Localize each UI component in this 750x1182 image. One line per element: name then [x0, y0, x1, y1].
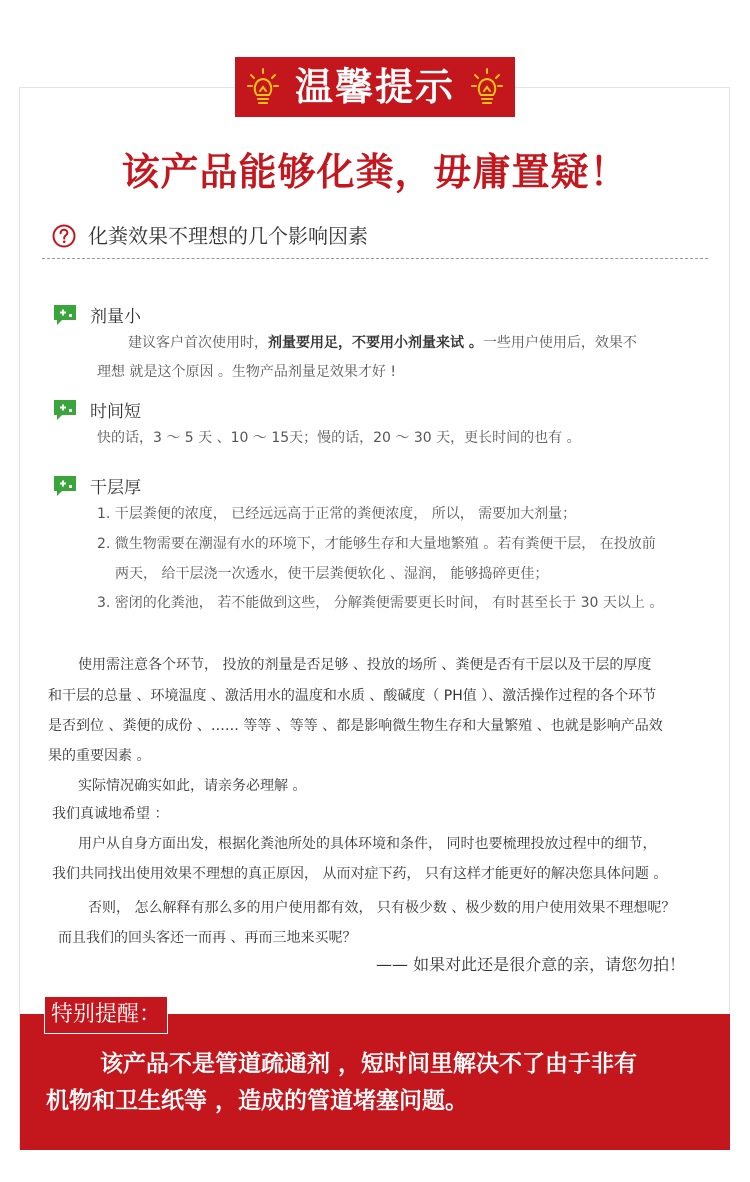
- body-line-6: 我们真诚地希望 ：: [52, 806, 169, 822]
- body-line-4: 果的重要因素 。: [48, 748, 151, 764]
- chat-plus-icon: [52, 303, 78, 327]
- section-dose-title: 剂量小: [90, 307, 141, 327]
- body-line-3: 是否到位 、粪便的成份 、…… 等等 、等等 、都是影响微生物生存和大量繁殖 、也就是影响产品效: [48, 718, 663, 734]
- lightbulb-icon: [471, 67, 503, 107]
- body-closing-line: —— 如果对此还是很介意的亲，请您勿拍！: [376, 955, 686, 974]
- section-layer-title: 干层厚: [90, 478, 141, 498]
- special-notice-line-2: 机物和卫生纸等 ，造成的管道堵塞问题。: [46, 1088, 469, 1114]
- headline: 该产品能够化粪，毋庸置疑！: [121, 150, 629, 194]
- layer-text-line-3: 两天， 给干层浇一次透水，使干层粪便软化 、湿润， 能够捣碎更佳；: [115, 566, 549, 582]
- lightbulb-icon: [247, 67, 279, 107]
- body-line-2: 和干层的总量 、环境温度 、激活用水的温度和水质 、酸碱度（ PH值 ）、激活操作过程的各个环节: [48, 688, 657, 704]
- layer-text-line-2: 2. 微生物需要在潮湿有水的环境下，才能够生存和大量地繁殖 。若有粪便干层， 在投放前: [97, 536, 656, 552]
- body-line-1: 使用需注意各个环节， 投放的剂量是否足够 、投放的场所 、粪便是否有干层以及干层的厚度: [78, 657, 652, 673]
- dose-text-line-1: 建议客户首次使用时，剂量要用足，不要用小剂量来试 。一些用户使用后，效果不: [128, 335, 637, 351]
- dashed-divider: [42, 258, 708, 259]
- special-notice-label: 特别提醒：: [44, 996, 168, 1034]
- layer-text-line-1: 1. 干层粪便的浓度， 已经远远高于正常的粪便浓度， 所以， 需要加大剂量；: [97, 506, 577, 522]
- chat-plus-icon: [52, 398, 78, 422]
- section-dose-heading: [52, 302, 141, 327]
- body-line-9: 否则， 怎么解释有那么多的用户使用都有效， 只有极少数 、极少数的用户使用效果不理想呢？: [88, 900, 676, 916]
- dose-text-line-2: 理想 就是这个原因 。生物产品剂量足效果才好 !: [97, 364, 396, 380]
- body-line-7: 用户从自身方面出发，根据化粪池所处的具体环境和条件， 同时也要梳理投放过程中的细节，: [78, 836, 657, 852]
- layer-text-line-4: 3. 密闭的化粪池， 若不能做到这些， 分解粪便需要更长时间， 有时甚至长于 30 天以上 。: [97, 595, 664, 611]
- body-line-8: 我们共同找出使用效果不理想的真正原因， 从而对症下药， 只有这样才能更好的解决您具体问题 。: [52, 866, 668, 882]
- special-notice-line-1: 该产品不是管道疏通剂 ，短时间里解决不了由于非有: [100, 1051, 638, 1077]
- question-icon: [52, 224, 76, 248]
- section-time-title: 时间短: [90, 402, 141, 422]
- banner-title: 温馨提示: [294, 65, 455, 109]
- section-time-heading: [52, 397, 141, 422]
- body-line-5: 实际情况确实如此，请亲务必理解 。: [78, 778, 307, 794]
- body-line-10: 而且我们的回头客还一而再 、再而三地来买呢？: [58, 930, 357, 946]
- section-layer-heading: [52, 473, 141, 498]
- time-text-line-1: 快的话，3 ～ 5 天 、10 ～ 15天；慢的话，20 ～ 30 天，更长时间的也有 。: [97, 430, 581, 446]
- factors-heading: [52, 222, 368, 250]
- chat-plus-icon: [52, 474, 78, 498]
- title-banner: [235, 57, 515, 117]
- factors-title: 化粪效果不理想的几个影响因素: [88, 224, 368, 248]
- special-notice-panel: [20, 1014, 730, 1150]
